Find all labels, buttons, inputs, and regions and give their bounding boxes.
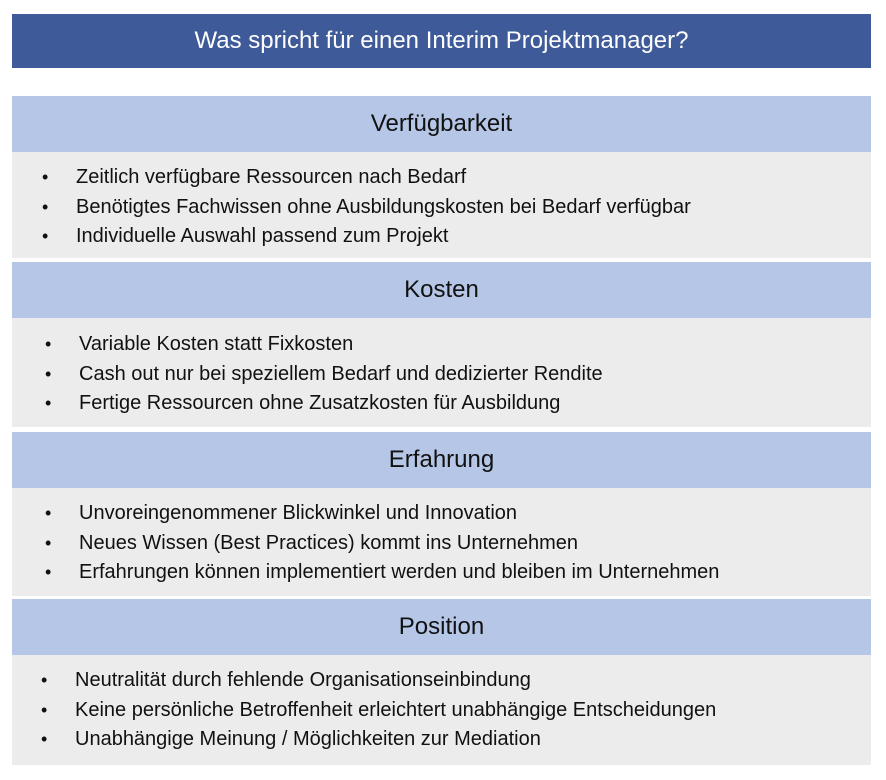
bullet-icon: • xyxy=(45,334,52,354)
list-item xyxy=(45,389,871,419)
bullet-icon: • xyxy=(41,699,48,720)
bullet-icon: • xyxy=(45,393,52,413)
section-body-position xyxy=(12,655,871,765)
bullet-icon: • xyxy=(45,363,52,384)
bullet-icon: • xyxy=(41,729,48,749)
section-body-erfahrung xyxy=(12,488,871,596)
list-item-text: Benötigtes Fachwissen ohne Ausbildungskosten bei Bedarf verfügbar xyxy=(76,195,691,218)
list-item-text: Fertige Ressourcen ohne Zusatzkosten für Ausbildung xyxy=(79,392,561,414)
list-item-text: Individuelle Auswahl passend zum Projekt xyxy=(76,225,449,247)
bullet-icon: • xyxy=(45,503,52,523)
bullet-icon: • xyxy=(42,196,49,217)
bullet-icon: • xyxy=(45,532,52,553)
bullet-list xyxy=(42,163,871,252)
list-item xyxy=(45,330,871,360)
list-item xyxy=(41,725,871,755)
list-item xyxy=(45,529,871,559)
list-item-text: Unabhängige Meinung / Möglichkeiten zur Mediation xyxy=(75,728,541,750)
list-item xyxy=(41,666,871,696)
list-item-text: Neues Wissen (Best Practices) kommt ins Unternehmen xyxy=(79,531,579,554)
list-item xyxy=(45,499,871,529)
section-heading-position: Position xyxy=(12,599,871,655)
list-item-text: Variable Kosten statt Fixkosten xyxy=(79,333,354,355)
list-item xyxy=(45,360,871,390)
section-heading-kosten: Kosten xyxy=(12,262,871,318)
list-item-text: Zeitlich verfügbare Ressourcen nach Bedarf xyxy=(76,166,467,188)
list-item xyxy=(42,163,871,193)
bullet-list xyxy=(41,666,871,755)
bullet-icon: • xyxy=(42,167,49,187)
bullet-icon: • xyxy=(41,670,48,690)
list-item-text: Keine persönliche Betroffenheit erleichtert unabhängige Entscheidungen xyxy=(75,698,717,721)
list-item-text: Neutralität durch fehlende Organisationseinbindung xyxy=(75,669,531,691)
list-item-text: Erfahrungen können implementiert werden und bleiben im Unternehmen xyxy=(79,561,720,583)
list-item xyxy=(42,222,871,252)
list-item xyxy=(41,696,871,726)
list-item-text: Cash out nur bei speziellem Bedarf und dedizierter Rendite xyxy=(79,362,603,385)
bullet-icon: • xyxy=(45,562,52,582)
bullet-list xyxy=(45,499,871,588)
bullet-icon: • xyxy=(42,226,49,246)
list-item xyxy=(42,193,871,223)
section-body-kosten xyxy=(12,318,871,427)
section-heading-verfuegbarkeit: Verfügbarkeit xyxy=(12,96,871,152)
list-item xyxy=(45,558,871,588)
section-body-verfuegbarkeit xyxy=(12,152,871,258)
list-item-text: Unvoreingenommener Blickwinkel und Innovation xyxy=(79,502,518,524)
section-heading-erfahrung: Erfahrung xyxy=(12,432,871,488)
page-title: Was spricht für einen Interim Projektmanager? xyxy=(12,14,871,68)
bullet-list xyxy=(45,330,871,419)
